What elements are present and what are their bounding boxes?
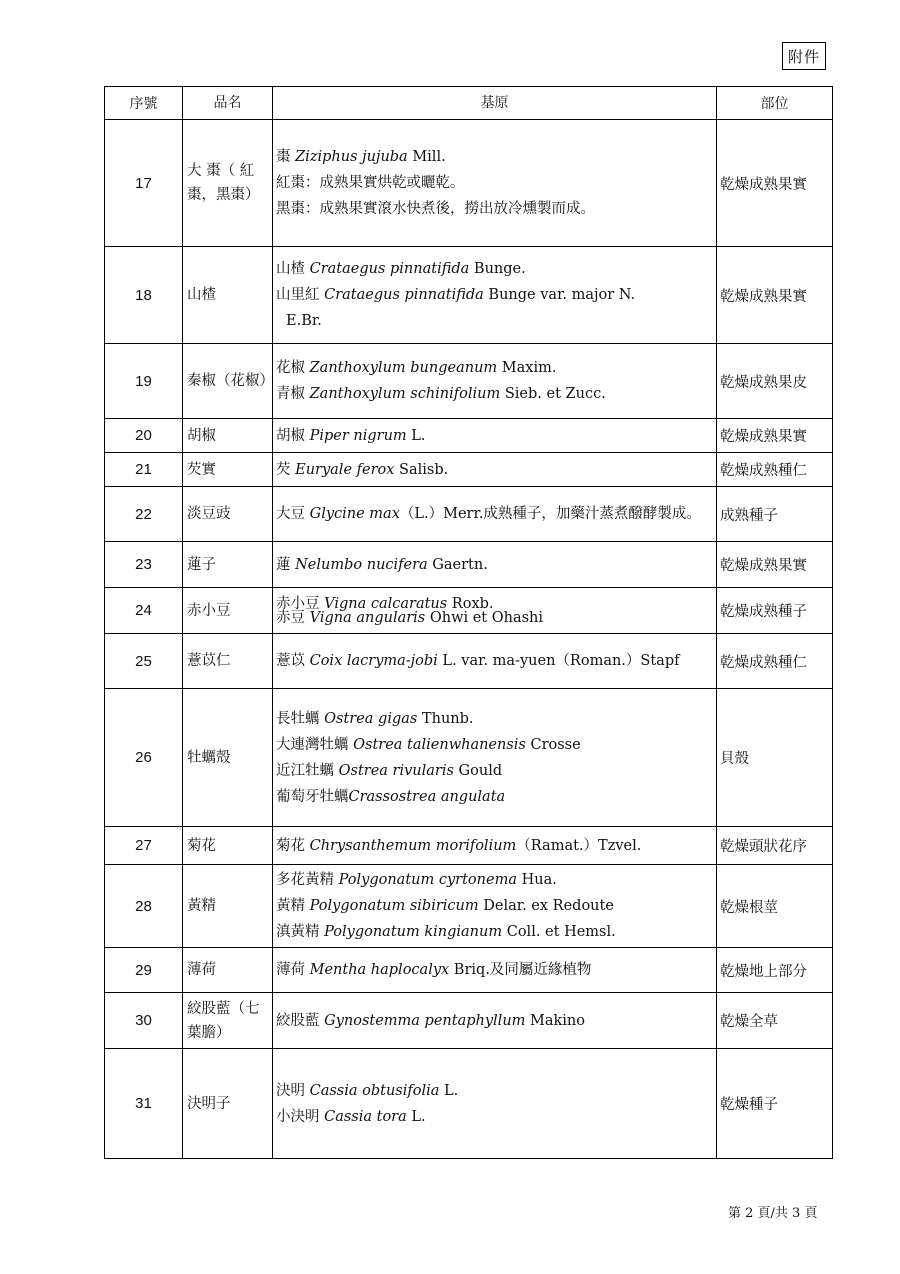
scientific-name: Polygonatum cyrtonema <box>338 872 517 888</box>
row-number: 18 <box>105 247 183 344</box>
item-name: 秦椒（花椒） <box>183 344 273 419</box>
header-no: 序號 <box>105 87 183 120</box>
scientific-name: Mentha haplocalyx <box>309 962 450 978</box>
author-name: Ohwi et Ohashi <box>425 609 544 626</box>
table-row <box>105 487 833 542</box>
source-line <box>276 1104 716 1130</box>
common-name: 多花黃精 <box>276 872 339 888</box>
item-name: 淡豆豉 <box>183 487 273 542</box>
common-name: 長牡蠣 <box>276 710 325 727</box>
source-cell <box>273 689 717 827</box>
scientific-name: Nelumbo nucifera <box>295 556 428 573</box>
common-name: 黑棗：成熟果實滾水快煮後，撈出放冷燻製而成。 <box>276 201 595 217</box>
author-name: Sieb. et Zucc. <box>500 386 606 402</box>
author-name: （Ramat.）Tzvel. <box>516 837 642 854</box>
common-name: 滇黃精 <box>276 924 325 940</box>
scientific-name: Polygonatum sibiricum <box>309 898 479 914</box>
plant-part: 乾燥成熟種仁 <box>717 453 833 487</box>
author-name: Briq.及同屬近緣植物 <box>449 962 592 978</box>
common-name: 蓮 <box>276 556 296 573</box>
item-name: 牡蠣殼 <box>183 689 273 827</box>
source-line <box>276 144 716 170</box>
row-number: 20 <box>105 419 183 453</box>
source-line <box>276 1078 716 1104</box>
common-name: 芡 <box>276 461 296 478</box>
common-name: 小決明 <box>276 1108 325 1125</box>
row-number: 31 <box>105 1049 183 1159</box>
ingredient-table <box>104 86 833 1159</box>
source-line <box>276 170 716 196</box>
author-name: Bunge. <box>469 261 526 277</box>
header-source: 基原 <box>273 87 717 120</box>
scientific-name: Vigna calcaratus <box>324 595 448 612</box>
scientific-name: Vigna angularis <box>309 609 426 626</box>
common-name: E.Br. <box>286 313 322 329</box>
table-row <box>105 419 833 453</box>
source-cell <box>273 453 717 487</box>
item-name: 胡椒 <box>183 419 273 453</box>
row-number: 21 <box>105 453 183 487</box>
source-cell <box>273 865 717 948</box>
row-number: 26 <box>105 689 183 827</box>
author-name: L. var. ma-yuen（Roman.）Stapf <box>437 653 680 669</box>
author-name: Maxim. <box>497 360 557 376</box>
item-name: 決明子 <box>183 1049 273 1159</box>
scientific-name: Ziziphus jujuba <box>295 149 408 165</box>
source-line <box>276 648 716 674</box>
author-name: L. <box>406 1108 426 1125</box>
scientific-name: Crassostrea angulata <box>348 788 506 805</box>
scientific-name: Polygonatum kingianum <box>324 924 503 940</box>
source-line <box>276 196 716 222</box>
plant-part: 乾燥成熟果實 <box>717 120 833 247</box>
common-name: 菊花 <box>276 837 310 854</box>
source-cell <box>273 1049 717 1159</box>
source-line <box>276 256 716 282</box>
author-name: Makino <box>525 1012 585 1029</box>
row-number: 22 <box>105 487 183 542</box>
source-line <box>276 784 716 810</box>
item-name: 赤小豆 <box>183 588 273 634</box>
common-name: 胡椒 <box>276 427 310 444</box>
table-row <box>105 634 833 689</box>
common-name: 青椒 <box>276 386 310 402</box>
scientific-name: Zanthoxylum bungeanum <box>309 360 498 376</box>
scientific-name: Crataegus pinnatifida <box>309 261 470 277</box>
row-number: 24 <box>105 588 183 634</box>
item-name: 芡實 <box>183 453 273 487</box>
table-row <box>105 827 833 865</box>
author-name: L. <box>406 427 426 444</box>
table-row <box>105 247 833 344</box>
item-name: 山楂 <box>183 247 273 344</box>
item-name: 薏苡仁 <box>183 634 273 689</box>
source-cell <box>273 948 717 993</box>
scientific-name: Glycine max <box>309 506 400 522</box>
source-cell <box>273 419 717 453</box>
plant-part: 成熟種子 <box>717 487 833 542</box>
header-part: 部位 <box>717 87 833 120</box>
source-cell <box>273 588 717 634</box>
scientific-name: Crataegus pinnatifida <box>324 287 484 303</box>
common-name: 決明 <box>276 1082 310 1099</box>
common-name: 赤小豆 <box>276 595 325 612</box>
source-cell <box>273 634 717 689</box>
author-name: Thunb. <box>417 710 474 727</box>
scientific-name: Ostrea talienwhanensis <box>353 736 526 753</box>
plant-part: 乾燥成熟種子 <box>717 588 833 634</box>
common-name: 山楂 <box>276 261 310 277</box>
author-name: Salisb. <box>394 461 449 478</box>
author-name: Crosse <box>525 736 581 753</box>
scientific-name: Chrysanthemum morifolium <box>309 837 517 854</box>
source-line <box>276 611 716 625</box>
common-name: 大豆 <box>276 506 310 522</box>
common-name: 黃精 <box>276 898 310 914</box>
table-row <box>105 120 833 247</box>
row-number: 30 <box>105 993 183 1049</box>
common-name: 葡萄牙牡蠣 <box>276 788 349 805</box>
row-number: 25 <box>105 634 183 689</box>
row-number: 23 <box>105 542 183 588</box>
table-row <box>105 993 833 1049</box>
plant-part: 乾燥全草 <box>717 993 833 1049</box>
common-name: 赤豆 <box>276 609 310 626</box>
item-name: 黃精 <box>183 865 273 948</box>
table-row <box>105 865 833 948</box>
scientific-name: Gynostemma pentaphyllum <box>324 1012 526 1029</box>
author-name: Gould <box>453 762 503 779</box>
annex-label: 附件 <box>782 42 826 70</box>
scientific-name: Coix lacryma-jobi <box>309 653 438 669</box>
source-cell <box>273 247 717 344</box>
row-number: 28 <box>105 865 183 948</box>
item-name: 菊花 <box>183 827 273 865</box>
source-line <box>276 919 716 945</box>
table-row <box>105 588 833 634</box>
source-line <box>276 423 716 449</box>
source-cell <box>273 993 717 1049</box>
source-line <box>276 597 716 611</box>
source-line <box>276 282 716 308</box>
plant-part: 乾燥成熟果實 <box>717 542 833 588</box>
plant-part: 貝殼 <box>717 689 833 827</box>
row-number: 29 <box>105 948 183 993</box>
source-line <box>276 457 716 483</box>
common-name: 紅棗：成熟果實烘乾或曬乾。 <box>276 175 465 191</box>
table-row <box>105 1049 833 1159</box>
common-name: 近江牡蠣 <box>276 762 339 779</box>
table-body <box>105 120 833 1159</box>
table-row <box>105 344 833 419</box>
item-name: 蓮子 <box>183 542 273 588</box>
table-header-row <box>105 87 833 120</box>
scientific-name: Cassia tora <box>324 1108 407 1125</box>
plant-part: 乾燥成熟種仁 <box>717 634 833 689</box>
source-cell <box>273 344 717 419</box>
source-line <box>276 308 716 334</box>
item-name: 絞股藍（七葉膽） <box>183 993 273 1049</box>
author-name: Mill. <box>407 149 446 165</box>
scientific-name: Zanthoxylum schinifolium <box>309 386 501 402</box>
item-name: 薄荷 <box>183 948 273 993</box>
plant-part: 乾燥地上部分 <box>717 948 833 993</box>
author-name: Gaertn. <box>427 556 488 573</box>
source-line <box>276 1008 716 1034</box>
author-name: （L.）Merr.成熟種子，加藥汁蒸煮醱酵製成。 <box>399 506 701 522</box>
source-line <box>276 957 716 983</box>
page-number: 第 2 頁/共 3 頁 <box>728 1206 818 1221</box>
common-name: 大連灣牡蠣 <box>276 736 354 753</box>
common-name: 花椒 <box>276 360 310 376</box>
source-line <box>276 732 716 758</box>
plant-part: 乾燥頭狀花序 <box>717 827 833 865</box>
scientific-name: Ostrea gigas <box>324 710 418 727</box>
source-line <box>276 552 716 578</box>
header-name: 品名 <box>183 87 273 120</box>
author-name: Hua. <box>516 872 557 888</box>
source-cell <box>273 487 717 542</box>
row-number: 17 <box>105 120 183 247</box>
table-row <box>105 689 833 827</box>
common-name: 薏苡 <box>276 653 310 669</box>
source-cell <box>273 120 717 247</box>
plant-part: 乾燥種子 <box>717 1049 833 1159</box>
author-name: Roxb. <box>447 595 494 612</box>
source-line <box>276 893 716 919</box>
scientific-name: Cassia obtusifolia <box>309 1082 440 1099</box>
common-name: 棗 <box>276 149 296 165</box>
source-cell <box>273 827 717 865</box>
plant-part: 乾燥成熟果實 <box>717 247 833 344</box>
source-line <box>276 706 716 732</box>
table-row <box>105 542 833 588</box>
table-row <box>105 948 833 993</box>
source-line <box>276 501 716 527</box>
common-name: 薄荷 <box>276 962 310 978</box>
common-name: 絞股藍 <box>276 1012 325 1029</box>
source-line <box>276 867 716 893</box>
plant-part: 乾燥成熟果皮 <box>717 344 833 419</box>
row-number: 19 <box>105 344 183 419</box>
scientific-name: Ostrea rivularis <box>338 762 454 779</box>
scientific-name: Euryale ferox <box>295 461 395 478</box>
author-name: L. <box>439 1082 459 1099</box>
author-name: Coll. et Hemsl. <box>502 924 616 940</box>
table-row <box>105 453 833 487</box>
row-number: 27 <box>105 827 183 865</box>
scientific-name: Piper nigrum <box>309 427 407 444</box>
item-name: 大 棗（ 紅棗，黑棗） <box>183 120 273 247</box>
source-line <box>276 381 716 407</box>
author-name: Delar. ex Redoute <box>478 898 614 914</box>
source-line <box>276 758 716 784</box>
source-cell <box>273 542 717 588</box>
plant-part: 乾燥成熟果實 <box>717 419 833 453</box>
author-name: Bunge var. major N. <box>483 287 636 303</box>
source-line <box>276 833 716 859</box>
plant-part: 乾燥根莖 <box>717 865 833 948</box>
common-name: 山里紅 <box>276 287 325 303</box>
source-line <box>276 355 716 381</box>
